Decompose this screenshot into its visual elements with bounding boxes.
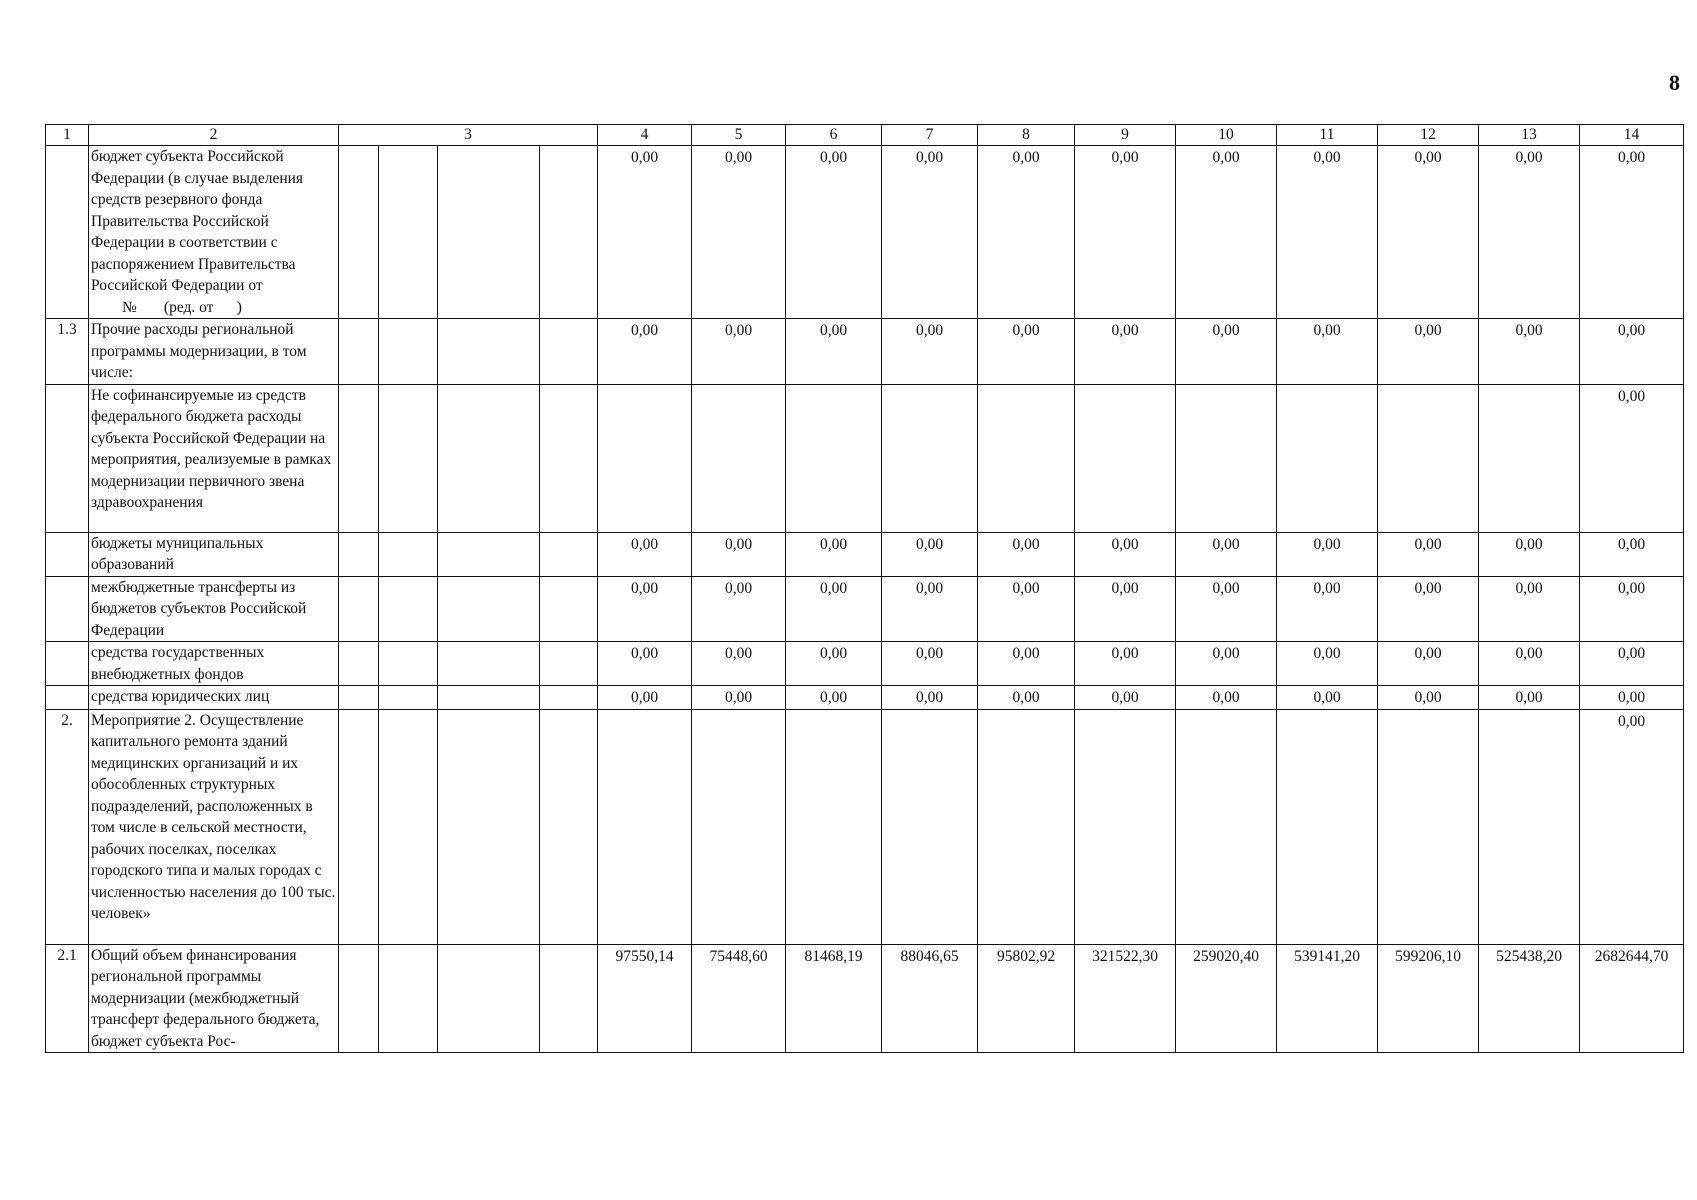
value-cell-col-12: 0,00 [1378, 576, 1479, 642]
header-col-1: 1 [46, 125, 89, 146]
value-cell-col-6 [786, 384, 882, 532]
col3-subcell [540, 532, 598, 576]
col3-subcell [438, 384, 540, 532]
value-cell-col-9 [1075, 709, 1176, 944]
value-cell-col-5: 0,00 [692, 319, 786, 385]
value-cell-col-5 [692, 709, 786, 944]
row-description-tail: № (ред. от ) [91, 298, 242, 316]
value-cell-col-10: 0,00 [1176, 576, 1277, 642]
value-cell-col-7: 0,00 [882, 642, 978, 686]
value-cell-col-8 [978, 384, 1075, 532]
col3-subcell [339, 576, 379, 642]
col3-subcell [379, 384, 438, 532]
row-number: 2.1 [46, 944, 89, 1053]
value-cell-col-8 [978, 709, 1075, 944]
row-description-text: Не софинансируемые из средств федерального бюджета расходы субъекта Российской Федерации на мероприятия, реализуемые в рамках модернизации первичного звена здравоохранения [91, 386, 332, 511]
value-cell-col-8: 0,00 [978, 532, 1075, 576]
table-row [46, 576, 1684, 642]
row-description [89, 146, 339, 319]
value-cell-col-11: 0,00 [1277, 576, 1378, 642]
col3-subcell [540, 709, 598, 944]
value-cell-col-12 [1378, 384, 1479, 532]
col3-subcell [438, 319, 540, 385]
value-cell-col-12: 0,00 [1378, 319, 1479, 385]
value-cell-col-11: 0,00 [1277, 642, 1378, 686]
value-cell-col-12 [1378, 709, 1479, 944]
value-cell-col-11: 539141,20 [1277, 944, 1378, 1053]
value-cell-col-4: 0,00 [598, 319, 692, 385]
value-cell-col-5: 0,00 [692, 642, 786, 686]
value-cell-col-10: 0,00 [1176, 532, 1277, 576]
table-row [46, 319, 1684, 385]
row-description [89, 319, 339, 385]
budget-table [45, 124, 1684, 1053]
value-cell-col-4: 97550,14 [598, 944, 692, 1053]
value-cell-col-10 [1176, 709, 1277, 944]
value-cell-col-8: 0,00 [978, 576, 1075, 642]
value-cell-col-4: 0,00 [598, 686, 692, 710]
row-description-text: Мероприятие 2. Осуществление капитального ремонта зданий медицинских организаций и их обособленных структурных подразделений, расположенных в том числе в сельской местности, рабочих поселках, поселках городского типа и малых городах с численностью населения до 100 тыс. человек» [91, 711, 336, 922]
header-col-5: 5 [692, 125, 786, 146]
value-cell-col-14: 0,00 [1580, 576, 1684, 642]
col3-subcell [438, 146, 540, 319]
value-cell-col-13: 0,00 [1479, 576, 1580, 642]
header-col-7: 7 [882, 125, 978, 146]
value-cell-col-14: 2682644,70 [1580, 944, 1684, 1053]
value-cell-col-6: 0,00 [786, 532, 882, 576]
table-row [46, 642, 1684, 686]
value-cell-col-5: 0,00 [692, 146, 786, 319]
value-cell-col-13 [1479, 384, 1580, 532]
row-number [46, 532, 89, 576]
value-cell-col-14: 0,00 [1580, 686, 1684, 710]
value-cell-col-8: 0,00 [978, 146, 1075, 319]
col3-subcell [438, 532, 540, 576]
value-cell-col-7: 0,00 [882, 532, 978, 576]
value-cell-col-7 [882, 709, 978, 944]
value-cell-col-9 [1075, 384, 1176, 532]
row-number: 2. [46, 709, 89, 944]
value-cell-col-12: 0,00 [1378, 642, 1479, 686]
value-cell-col-8: 0,00 [978, 686, 1075, 710]
value-cell-col-14: 0,00 [1580, 319, 1684, 385]
table-row [46, 944, 1684, 1053]
value-cell-col-6: 0,00 [786, 146, 882, 319]
row-number: 1.3 [46, 319, 89, 385]
value-cell-col-14: 0,00 [1580, 709, 1684, 944]
row-number [46, 384, 89, 532]
value-cell-col-13: 0,00 [1479, 686, 1580, 710]
header-row [46, 125, 1684, 146]
row-description [89, 686, 339, 710]
value-cell-col-4 [598, 384, 692, 532]
table-row [46, 686, 1684, 710]
value-cell-col-4: 0,00 [598, 146, 692, 319]
value-cell-col-6: 81468,19 [786, 944, 882, 1053]
value-cell-col-4: 0,00 [598, 576, 692, 642]
col3-subcell [438, 576, 540, 642]
value-cell-col-11 [1277, 384, 1378, 532]
value-cell-col-11: 0,00 [1277, 532, 1378, 576]
col3-subcell [379, 319, 438, 385]
row-number [46, 642, 89, 686]
col3-subcell [339, 384, 379, 532]
col3-subcell [438, 944, 540, 1053]
header-col-4: 4 [598, 125, 692, 146]
value-cell-col-13: 0,00 [1479, 532, 1580, 576]
row-description [89, 944, 339, 1053]
row-description-text: бюджет субъекта Российской Федерации (в случае выделения средств резервного фонда Правительства Российской Федерации в соответствии с распоряжением Правительства Российской Федерации от [91, 148, 304, 294]
col3-subcell [339, 532, 379, 576]
row-description-text: Общий объем финансирования региональной программы модернизации (межбюджетный трансферт федерального бюджета, бюджет субъекта Рос- [91, 946, 320, 1050]
value-cell-col-11: 0,00 [1277, 686, 1378, 710]
value-cell-col-14: 0,00 [1580, 384, 1684, 532]
header-col-3: 3 [339, 125, 598, 146]
header-col-12: 12 [1378, 125, 1479, 146]
value-cell-col-6: 0,00 [786, 642, 882, 686]
value-cell-col-9: 0,00 [1075, 146, 1176, 319]
value-cell-col-10: 0,00 [1176, 642, 1277, 686]
value-cell-col-6: 0,00 [786, 686, 882, 710]
value-cell-col-13: 0,00 [1479, 146, 1580, 319]
header-col-10: 10 [1176, 125, 1277, 146]
col3-subcell [379, 944, 438, 1053]
value-cell-col-6: 0,00 [786, 319, 882, 385]
value-cell-col-9: 0,00 [1075, 686, 1176, 710]
col3-subcell [339, 146, 379, 319]
value-cell-col-8: 95802,92 [978, 944, 1075, 1053]
value-cell-col-8: 0,00 [978, 642, 1075, 686]
col3-subcell [379, 532, 438, 576]
col3-subcell [540, 642, 598, 686]
col3-subcell [540, 146, 598, 319]
value-cell-col-4: 0,00 [598, 642, 692, 686]
row-number [46, 146, 89, 319]
value-cell-col-13 [1479, 709, 1580, 944]
page-number: 8 [1669, 70, 1680, 95]
value-cell-col-7: 0,00 [882, 576, 978, 642]
value-cell-col-13: 525438,20 [1479, 944, 1580, 1053]
col3-subcell [379, 686, 438, 710]
col3-subcell [540, 686, 598, 710]
row-description [89, 642, 339, 686]
col3-subcell [379, 576, 438, 642]
value-cell-col-4: 0,00 [598, 532, 692, 576]
row-description-text: Прочие расходы региональной программы модернизации, в том числе: [91, 321, 307, 381]
col3-subcell [540, 576, 598, 642]
value-cell-col-10: 259020,40 [1176, 944, 1277, 1053]
table-row [46, 532, 1684, 576]
col3-subcell [339, 319, 379, 385]
col3-subcell [438, 642, 540, 686]
col3-subcell [438, 686, 540, 710]
table-row [46, 709, 1684, 944]
value-cell-col-7 [882, 384, 978, 532]
value-cell-col-14: 0,00 [1580, 642, 1684, 686]
header-col-11: 11 [1277, 125, 1378, 146]
col3-subcell [339, 709, 379, 944]
row-description [89, 384, 339, 532]
value-cell-col-14: 0,00 [1580, 532, 1684, 576]
value-cell-col-7: 0,00 [882, 686, 978, 710]
value-cell-col-5: 0,00 [692, 686, 786, 710]
col3-subcell [379, 642, 438, 686]
value-cell-col-14: 0,00 [1580, 146, 1684, 319]
row-description-text: средства государственных внебюджетных фондов [91, 644, 265, 683]
header-col-9: 9 [1075, 125, 1176, 146]
table-row [46, 384, 1684, 532]
value-cell-col-11: 0,00 [1277, 146, 1378, 319]
row-description-text: средства юридических лиц [91, 688, 270, 705]
value-cell-col-8: 0,00 [978, 319, 1075, 385]
row-description-text: межбюджетные трансферты из бюджетов субъектов Российской Федерации [91, 578, 307, 639]
header-col-13: 13 [1479, 125, 1580, 146]
value-cell-col-12: 0,00 [1378, 146, 1479, 319]
row-description [89, 532, 339, 576]
col3-subcell [339, 944, 379, 1053]
value-cell-col-5 [692, 384, 786, 532]
col3-subcell [339, 642, 379, 686]
row-description [89, 576, 339, 642]
value-cell-col-10: 0,00 [1176, 686, 1277, 710]
value-cell-col-7: 88046,65 [882, 944, 978, 1053]
value-cell-col-10: 0,00 [1176, 146, 1277, 319]
value-cell-col-9: 0,00 [1075, 576, 1176, 642]
value-cell-col-9: 321522,30 [1075, 944, 1176, 1053]
row-description [89, 709, 339, 944]
row-number [46, 576, 89, 642]
col3-subcell [379, 146, 438, 319]
value-cell-col-12: 0,00 [1378, 532, 1479, 576]
header-col-2: 2 [89, 125, 339, 146]
row-number [46, 686, 89, 710]
value-cell-col-12: 0,00 [1378, 686, 1479, 710]
value-cell-col-12: 599206,10 [1378, 944, 1479, 1053]
table-row [46, 146, 1684, 319]
col3-subcell [438, 709, 540, 944]
value-cell-col-7: 0,00 [882, 146, 978, 319]
value-cell-col-4 [598, 709, 692, 944]
col3-subcell [540, 944, 598, 1053]
value-cell-col-5: 0,00 [692, 576, 786, 642]
value-cell-col-13: 0,00 [1479, 642, 1580, 686]
col3-subcell [379, 709, 438, 944]
value-cell-col-10 [1176, 384, 1277, 532]
col3-subcell [540, 319, 598, 385]
col3-subcell [540, 384, 598, 532]
header-col-14: 14 [1580, 125, 1684, 146]
value-cell-col-13: 0,00 [1479, 319, 1580, 385]
value-cell-col-11: 0,00 [1277, 319, 1378, 385]
header-col-8: 8 [978, 125, 1075, 146]
row-description-text: бюджеты муниципальных образований [91, 534, 264, 573]
col3-subcell [339, 686, 379, 710]
value-cell-col-5: 0,00 [692, 532, 786, 576]
value-cell-col-10: 0,00 [1176, 319, 1277, 385]
value-cell-col-11 [1277, 709, 1378, 944]
value-cell-col-9: 0,00 [1075, 532, 1176, 576]
value-cell-col-6: 0,00 [786, 576, 882, 642]
value-cell-col-9: 0,00 [1075, 642, 1176, 686]
value-cell-col-9: 0,00 [1075, 319, 1176, 385]
value-cell-col-7: 0,00 [882, 319, 978, 385]
value-cell-col-5: 75448,60 [692, 944, 786, 1053]
header-col-6: 6 [786, 125, 882, 146]
value-cell-col-6 [786, 709, 882, 944]
